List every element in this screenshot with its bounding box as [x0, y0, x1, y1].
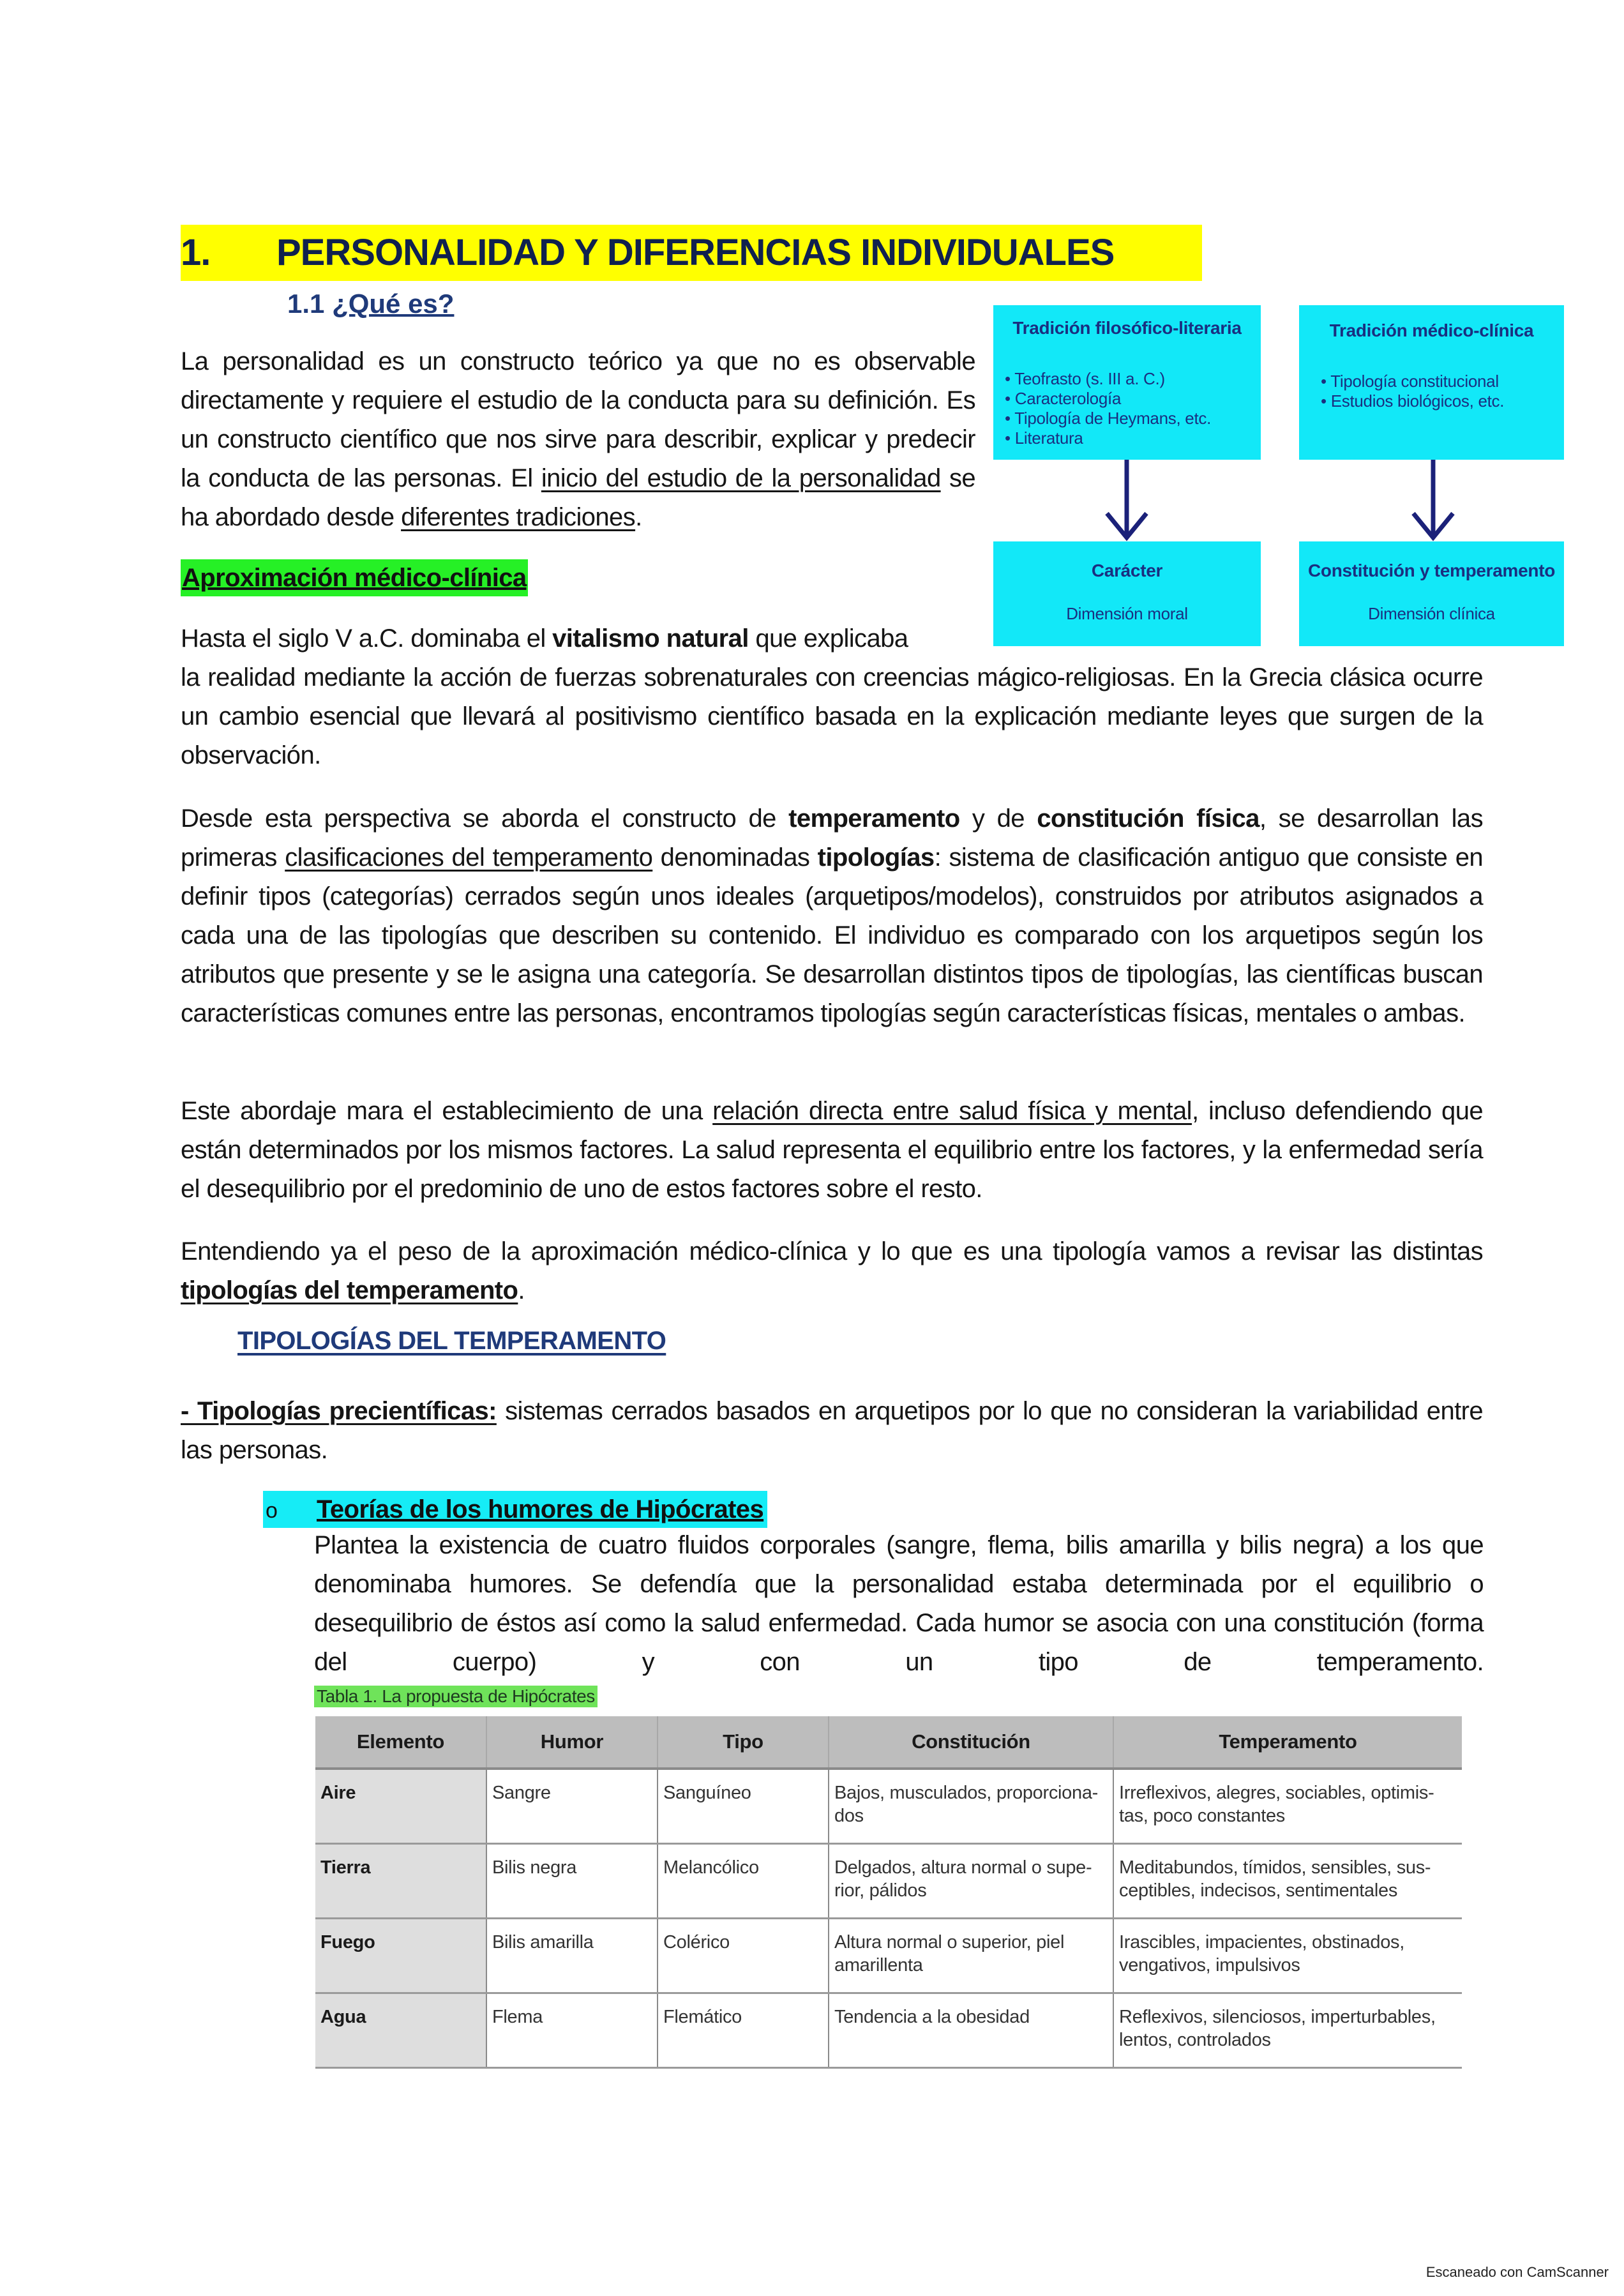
column-header: Tipo — [658, 1716, 829, 1769]
text-run: , se desarrollan las primeras — [181, 804, 1483, 872]
text-run: : sistema de clasificación antiguo que consiste en definir tipos (categorías) cerrados según unos ideales (arquetipos/modelos), construidos por atributos asignados a cada una de las tipologías que describen su contenido. El individuo es comparado con los arquetipos según los atributos que presente y se le asigna una categoría. Se desarrollan distintos tipos de tipologías, las científicas buscan características comunes entre las personas, encontramos tipologías según características físicas, mentales o ambas. — [181, 843, 1483, 1027]
paragraph-este — [181, 1092, 1483, 1209]
table-cell: Tierra — [315, 1844, 486, 1919]
bullet-title: Teorías de los humores de Hipócrates — [317, 1495, 764, 1523]
circle-bullet-icon: o — [266, 1499, 278, 1523]
arrow-down-icon — [993, 460, 1564, 541]
bold-text: vitalismo natural — [552, 624, 749, 653]
table-cell: Sanguíneo — [658, 1769, 829, 1844]
bold-text: temperamento — [788, 804, 960, 833]
bold-text: tipologías — [817, 843, 935, 872]
text-run: sistemas cerrados basados en arquetipos por lo que no consideran la variabilidad entre las personas. — [181, 1397, 1483, 1464]
table-cell: Flema — [486, 1993, 658, 2068]
table-row — [315, 1769, 1462, 1844]
scanner-watermark: Escaneado con CamScanner — [1425, 2264, 1609, 2280]
diagram-box-subtitle: Dimensión clínica — [1368, 604, 1495, 623]
table-cell: Irascibles, impacientes, obstinados, vengativos, impulsivos — [1113, 1919, 1462, 1993]
text-run: Entendiendo ya el peso de la aproximación médico-clínica y lo que es una tipología vamos a revisar las distintas — [181, 1237, 1483, 1265]
text-run: . — [635, 503, 642, 531]
traditions-diagram — [993, 305, 1564, 646]
section-heading — [181, 225, 1202, 281]
highlighted-section-label: Aproximación médico-clínica — [181, 559, 528, 596]
paragraph-realidad: la realidad mediante la acción de fuerzas sobrenaturales con creencias mágico-religiosas. En la Grecia clásica ocurre un cambio esencial que llevará al positivismo científico basada en la explicación mediante leyes que surgen de la observación. — [181, 663, 1483, 769]
paragraph-entendiendo — [181, 1232, 1483, 1310]
subsection-number: 1.1 — [287, 289, 325, 319]
table-cell: Agua — [315, 1993, 486, 2068]
hipocrates-table — [315, 1716, 1462, 2069]
paragraph-hasta — [181, 619, 975, 658]
bold-underlined-text: tipologías del temperamento — [181, 1276, 518, 1304]
paragraph-plantea: Plantea la existencia de cuatro fluidos corporales (sangre, flema, bilis amarilla y bilis negra) a los que denominaba humores. Se defendía que la personalidad estaba determinada por el equilibrio o desequilibrio de éstos así como la salud enfermedad. Cada humor se asocia con una constitución (forma del cuerpo) y con un tipo de temperamento. — [314, 1531, 1484, 1676]
column-header: Elemento — [315, 1716, 486, 1769]
table-cell: Bajos, musculados, proporciona-dos — [829, 1769, 1113, 1844]
text-run: Este abordaje mara el establecimiento de una — [181, 1097, 713, 1125]
diagram-box-constitucion — [1299, 541, 1564, 646]
underlined-text: diferentes tradiciones — [401, 503, 636, 531]
diagram-list-item: • Tipología de Heymans, etc. — [1005, 409, 1261, 428]
bullet-hipocrates — [263, 1491, 767, 1528]
underlined-text: inicio del estudio de la personalidad — [541, 464, 941, 492]
subsection-heading — [287, 289, 454, 319]
text-run: , incluso defendiendo que están determinados por los mismos factores. La salud representa el equilibrio entre los factores, y la enfermedad sería el desequilibrio por el predominio de uno de estos factores sobre el resto. — [181, 1097, 1483, 1203]
intro-paragraph — [181, 342, 975, 537]
column-header: Temperamento — [1113, 1716, 1462, 1769]
column-header: Humor — [486, 1716, 658, 1769]
diagram-list-item: • Caracterología — [1005, 389, 1261, 409]
diagram-box-filosofico — [993, 305, 1261, 460]
diagram-list-item: • Literatura — [1005, 428, 1261, 448]
bold-text: constitución física — [1037, 804, 1259, 833]
diagram-box-caracter — [993, 541, 1261, 646]
text-run: se ha abordado desde — [181, 464, 976, 531]
text-run: Hasta el siglo V a.C. dominaba el — [181, 624, 553, 653]
table-cell: Aire — [315, 1769, 486, 1844]
table-cell: Colérico — [658, 1919, 829, 1993]
table-cell: Meditabundos, tímidos, sensibles, sus-ceptibles, indecisos, sentimentales — [1113, 1844, 1462, 1919]
diagram-box-subtitle: Dimensión moral — [1066, 604, 1188, 623]
text-run: que explicaba — [748, 624, 908, 653]
table-cell: Fuego — [315, 1919, 486, 1993]
bold-underlined-text: - Tipologías precientíficas: — [181, 1397, 497, 1425]
diagram-box-medico — [1299, 305, 1564, 460]
table-row — [315, 1993, 1462, 2068]
diagram-box-title: Carácter — [1091, 561, 1163, 580]
table-cell: Melancólico — [658, 1844, 829, 1919]
table-row — [315, 1844, 1462, 1919]
underlined-text: clasificaciones del temperamento — [285, 843, 653, 872]
table-cell: Sangre — [486, 1769, 658, 1844]
diagram-list-item: • Tipología constitucional — [1321, 372, 1564, 391]
diagram-box-title: Constitución y temperamento — [1307, 561, 1556, 580]
paragraph-desde — [181, 799, 1483, 1033]
table-cell: Delgados, altura normal o supe-rior, pálidos — [829, 1844, 1113, 1919]
table-cell: Altura normal o superior, piel amarillenta — [829, 1919, 1113, 1993]
text-run: y de — [959, 804, 1037, 833]
underlined-text: relación directa entre salud física y mental — [712, 1097, 1192, 1125]
table-cell: Flemático — [658, 1993, 829, 2068]
table-caption: Tabla 1. La propuesta de Hipócrates — [314, 1686, 598, 1707]
table-cell: Reflexivos, silenciosos, imperturbables, lentos, controlados — [1113, 1993, 1462, 2068]
paragraph-precientificas — [181, 1392, 1483, 1470]
table-cell: Tendencia a la obesidad — [829, 1993, 1113, 2068]
diagram-box-title: Tradición filosófico-literaria — [1012, 318, 1242, 338]
column-header: Constitución — [829, 1716, 1113, 1769]
diagram-box-title: Tradición médico-clínica — [1329, 321, 1534, 340]
diagram-box-list — [1321, 372, 1564, 411]
table-header-row — [315, 1716, 1462, 1769]
diagram-box-list — [1005, 369, 1261, 448]
subsection-title: ¿Qué es? — [332, 289, 455, 319]
table-cell: Irreflexivos, alegres, sociables, optimis-tas, poco constantes — [1113, 1769, 1462, 1844]
text-run: Desde esta perspectiva se aborda el constructo de — [181, 804, 789, 833]
section-title: PERSONALIDAD Y DIFERENCIAS INDIVIDUALES — [276, 232, 1115, 273]
table-row — [315, 1919, 1462, 1993]
tipologias-heading: TIPOLOGÍAS DEL TEMPERAMENTO — [237, 1327, 666, 1355]
text-run: La personalidad es un constructo teórico ya que no es observable directamente y requiere el estudio de la conducta para su definición. Es un constructo científico que nos sirve para describir, explicar y predecir la conducta de las personas. El — [181, 347, 975, 492]
text-run: denominadas — [652, 843, 818, 872]
text-run: . — [518, 1276, 525, 1304]
table-cell: Bilis negra — [486, 1844, 658, 1919]
section-number: 1. — [181, 232, 211, 273]
table-cell: Bilis amarilla — [486, 1919, 658, 1993]
diagram-list-item: • Teofrasto (s. III a. C.) — [1005, 369, 1261, 389]
diagram-list-item: • Estudios biológicos, etc. — [1321, 391, 1564, 411]
